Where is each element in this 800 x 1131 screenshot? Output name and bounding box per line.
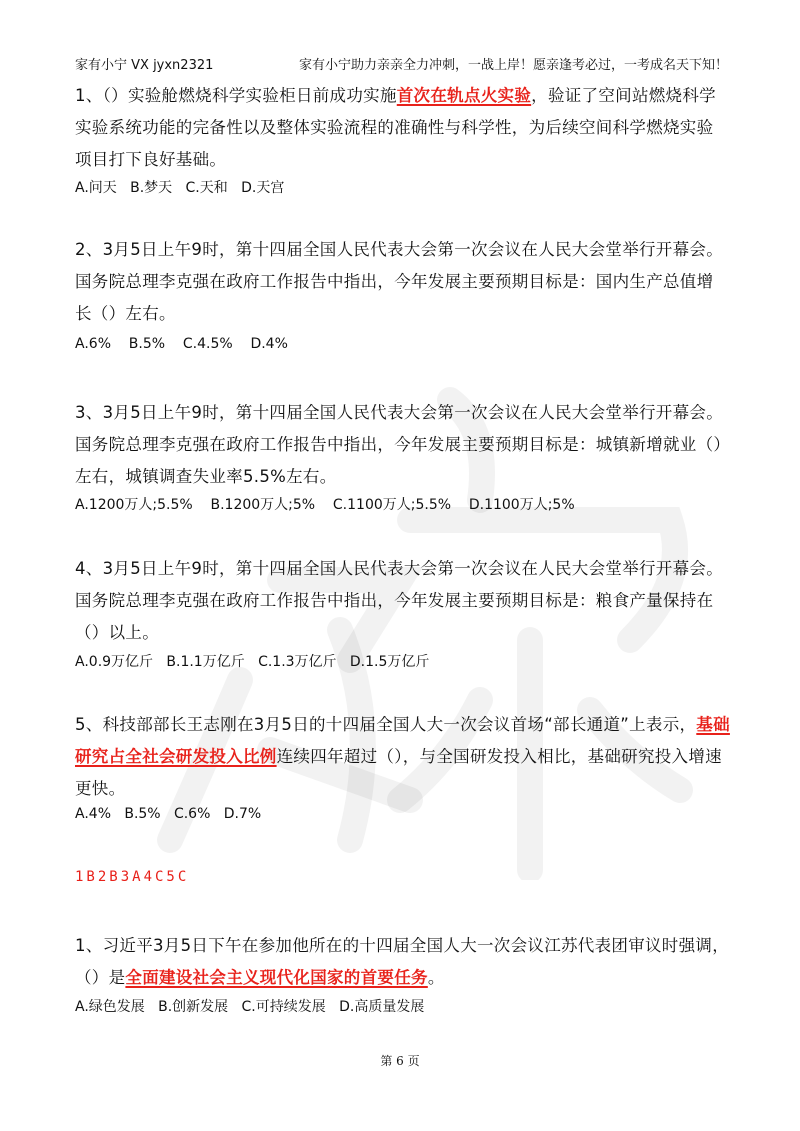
header-right: 家有小宁助力亲亲全力冲刺，一战上岸！愿亲逢考必过，一考成名天下知！ xyxy=(298,58,728,73)
question-6: 1、习近平3月5日下午在参加他所在的十四届全国人大一次会议江苏代表团审议时强调，（）是全面建设社会主义现代化国家的首要任务。 xyxy=(75,936,729,987)
answer-key: 1B2B3A4C5C xyxy=(75,869,190,885)
question-2-options: A.6% B.5% C.4.5% D.4% xyxy=(75,336,288,352)
highlight-text: 全面建设社会主义现代化国家的首要任务 xyxy=(125,968,428,987)
question-4: 4、3月5日上午9时，第十四届全国人民代表大会第一次会议在人民大会堂举行开幕会。国务院总理李克强在政府工作报告中指出，今年发展主要预期目标是：粮食产量保持在（）以上。 xyxy=(75,559,723,642)
question-2: 2、3月5日上午9时，第十四届全国人民代表大会第一次会议在人民大会堂举行开幕会。国务院总理李克强在政府工作报告中指出，今年发展主要预期目标是：国内生产总值增长（）左右。 xyxy=(75,240,723,323)
highlight-text: 首次在轨点火实验 xyxy=(396,86,532,105)
question-5-options: A.4% B.5% C.6% D.7% xyxy=(75,806,262,822)
question-4-options: A.0.9万亿斤 B.1.1万亿斤 C.1.3万亿斤 D.1.5万亿斤 xyxy=(75,654,430,670)
question-3: 3、3月5日上午9时，第十四届全国人民代表大会第一次会议在人民大会堂举行开幕会。国务院总理李克强在政府工作报告中指出，今年发展主要预期目标是：城镇新增就业（）左右，城镇调查失业率5.5%左右。 xyxy=(75,403,723,486)
highlight-text: 基础研究占全社会研发投入比例 xyxy=(75,715,730,766)
question-1: 1、（）实验舱燃烧科学实验柜日前成功实施首次在轨点火实验，验证了空间站燃烧科学实验系统功能的完备性以及整体实验流程的准确性与科学性，为后续空间科学燃烧实验项目打下良好基础。 xyxy=(75,86,716,169)
page-header xyxy=(75,54,728,74)
page-number: 第 6 页 xyxy=(380,1054,420,1068)
question-5: 5、科技部部长王志刚在3月5日的十四届全国人大一次会议首场“部长通道”上表示，基础研究占全社会研发投入比例连续四年超过（），与全国研发投入相比，基础研究投入增速更快。 xyxy=(75,715,730,798)
header-left: 家有小宁 VX jyxn2321 xyxy=(75,58,214,73)
question-1-options: A.问天 B.梦天 C.天和 D.天宫 xyxy=(75,180,285,196)
question-6-options: A.绿色发展 B.创新发展 C.可持续发展 D.高质量发展 xyxy=(75,999,425,1015)
question-3-options: A.1200万人;5.5% B.1200万人;5% C.1100万人;5.5% D.1100万人;5% xyxy=(75,497,575,513)
